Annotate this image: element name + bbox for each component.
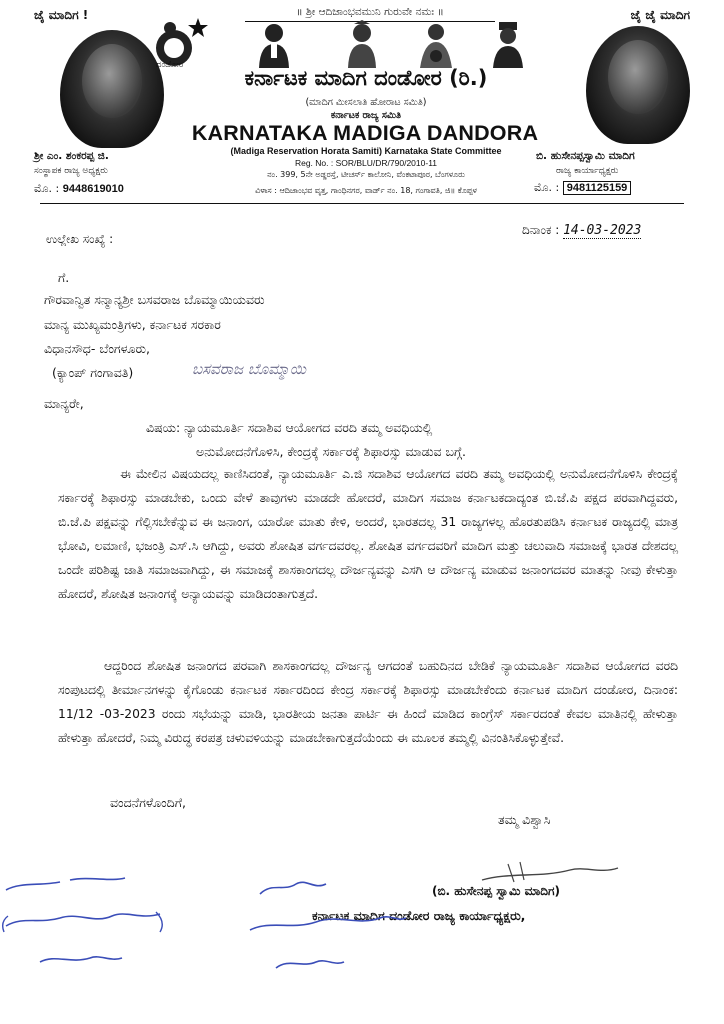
address-line-1: ನಂ. 399, 5ನೇ ಅಡ್ಡರಸ್ತೆ, ಟೀಚರ್ಸ್ ಕಾಲೋನಿ, ವೆಂಕಟಾಪೂರ, ಬೆಂಗಳೂರು (267, 170, 465, 179)
address-line-2: ವಿಳಾಸ : ಆದಿಜಾಂಭವ ವೃತ್ತ, ಗಾಂಧಿನಗರ, ವಾರ್ಡ್ ನಂ. 18, ಗಂಗಾವತಿ, ಜಿ॥ ಕೊಪ್ಪಳ (255, 186, 477, 195)
subject-line-1: ವಿಷಯ: ನ್ಯಾಯಮೂರ್ತಿ ಸದಾಶಿವ ಆಯೋಗದ ವರದಿ ತಮ್ಮ ಅವಧಿಯಲ್ಲಿ (146, 420, 433, 435)
org-name-en: KARNATAKA MADIGA DANDORA (191, 121, 539, 145)
org-sub-en: (Madiga Reservation Horata Samiti) Karnataka State Committee (230, 146, 502, 156)
founder-phone-row (34, 182, 124, 196)
founder-photo (60, 30, 164, 148)
org-name-kn: ಕರ್ನಾಟಕ ಮಾದಿಗ ದಂಡೋರ (ರಿ.) (244, 66, 488, 90)
body-paragraph-1: ಈ ಮೇಲಿನ ವಿಷಯದಲ್ಲ ಕಾಣಿಸಿದಂತೆ, ನ್ಯಾಯಮೂರ್ತಿ ಎ.ಜಿ ಸದಾಶಿವ ಆಯೋಗದ ವರದಿ ತಮ್ಮ ಅವಧಿಯಲ್ಲಿ ಅನುಮೋದನೆಗೊಳಿಸಿ ಕೇಂದ್ರಕ್ಕೆ ಸರ್ಕಾರಕ್ಕೆ ಶಿಫಾರಸ್ಸು ಮಾಡಬೇಕು, ಒಂದು ವೇಳೆ ತಾವುಗಳು ಮಾಡದೇ ಹೋದರೆ, ಮಾದಿಗ ಸಮಾಜ ಕರ್ನಾಟಕದಾದ್ಯಂತ ಬಿ.ಜೆ.ಪಿ ಪಕ್ಷದ ಪರವಾಗಿದ್ದವರು, ಬಿ.ಜೆ.ಪಿ ಪಕ್ಷವನ್ನು ಗೆಲ್ಲಿಸಬೇಕೆನ್ನುವ ಈ ಜನಾಂಗ, ಯಾರೋ ಮಾತು ಕೇಳಿ, ಅಂದರೆ, ಭಾರತದಲ್ಲ 31 ರಾಜ್ಯಗಳಲ್ಲ ಹೊರತುಪಡಿಸಿ ಕರ್ನಾಟಕ ರಾಜ್ಯದಲ್ಲಿ ಮಾತ್ರ ಭೋವಿ, ಲಮಾಣಿ, ಭಜಂತ್ರಿ ಎಸ್.ಸಿ ಆಗಿದ್ದು, ಅವರು ಶೋಷಿತ ವರ್ಗದವರಲ್ಲ. ಶೋಷಿತ ವರ್ಗದವರಿಗೆ ಮಾದಿಗ ಮತ್ತು ಚಲುವಾದಿ ಸಮಾಜಕ್ಕೆ ಭಾರತ ದೇಶದಲ್ಲ ಒಂದೇ ಪರಿಶಿಷ್ಟ ಜಾತಿ ಸಮಾಜವಾಗಿದ್ದು, ಈ ಸಮಾಜಕ್ಕೆ ಶಾಸಕಾಂಗದಲ್ಲ ದೌರ್ಜನ್ಯವನ್ನು ಎಸಗಿ ಆ ದೌರ್ಜನ್ಯ ಮಾಡುವ ಜನಾಂಗದವರ ಮಾತನ್ನು ನೀವು ಕೇಳುತ್ತಾ ಹೋದರೆ, ಶೋಷಿತ ಜನಾಂಗಕ್ಕೆ ಅನ್ಯಾಯವನ್ನು ಮಾಡಿದಂತಾಗುತ್ತದೆ. (58, 467, 678, 601)
portrait-icon (490, 20, 526, 68)
closing-yours: ತಮ್ಮ ವಿಶ್ವಾಸಿ (498, 812, 551, 827)
subject-line-2: ಅನುಮೋದನೆಗೊಳಿಸಿ, ಕೇಂದ್ರಕ್ಕೆ ಸರ್ಕಾರಕ್ಕೆ ಶಿಫಾರಸ್ಸು ಮಾಡುವ ಬಗ್ಗೆ. (196, 444, 466, 459)
recipient-to: ಗೆ. (58, 270, 70, 285)
president-photo (586, 26, 690, 144)
founder-phone: 9448619010 (62, 183, 124, 195)
founder-role: ಸಂಸ್ಥಾಪಕ ರಾಜ್ಯ ಅಧ್ಯಕ್ಷರು (34, 166, 108, 176)
org-state-kn: ಕರ್ನಾಟಕ ರಾಜ್ಯ ಸಮಿತಿ (330, 110, 402, 121)
recipient-line-1: ಗೌರವಾನ್ವಿತ ಸನ್ಮಾನ್ಯಶ್ರೀ ಬಸವರಾಜ ಬೊಮ್ಮಾಯಿಯವರು (44, 292, 265, 307)
closing-greeting: ವಂದನೆಗಳೊಂದಿಗೆ, (110, 795, 186, 810)
date-row (522, 223, 641, 238)
org-sub-kn: (ಮಾದಿಗ ಮೀಸಲಾತಿ ಹೋರಾಟ ಸಮಿತಿ) (305, 97, 427, 108)
recipient-line-4: (ಕ್ಯಾಂಪ್ ಗಂಗಾವತಿ) (52, 365, 134, 380)
president-phone-row (534, 181, 631, 195)
president-role: ರಾಜ್ಯ ಕಾರ್ಯಾಧ್ಯಕ್ಷರು (556, 166, 619, 176)
founder-name: ಶ್ರೀ ಎಂ. ಶಂಕರಪ್ಪ ಜಿ. (34, 150, 109, 162)
signature-scribble (480, 860, 620, 886)
date-label: ದಿನಾಂಕ : (522, 223, 560, 237)
handwritten-recipient-note: ಬಸವರಾಜ ಬೊಮ್ಮಾಯಿ (192, 360, 306, 378)
recipient-line-3: ವಿಧಾನಸೌಧ- ಬೆಂಗಳೂರು, (44, 341, 151, 356)
phone-label: ಮೊ. : (34, 182, 60, 195)
signer-name: (ಬಿ. ಹುಸೇನಪ್ಪ ಸ್ವಾಮಿ ಮಾದಿಗ) (432, 884, 560, 898)
invocation: ॥ ಶ್ರೀ ಆದಿಜಾಂಭವಮುನಿ ಗುರುವೇ ನಮಃ ॥ (245, 6, 495, 22)
slogan-left: ಜೈ ಮಾದಿಗ ! (34, 8, 89, 22)
reference-label: ಉಲ್ಲೇಖ ಸಂಖ್ಯೆ : (46, 232, 114, 246)
body-paragraph-2: ಆದ್ದರಿಂದ ಶೋಷಿತ ಜನಾಂಗದ ಪರವಾಗಿ ಶಾಸಕಾಂಗದಲ್ಲ ದೌರ್ಜನ್ಯ ಆಗದಂತೆ ಬಹುದಿನದ ಬೇಡಿಕೆ ನ್ಯಾಯಮೂರ್ತಿ ಸದಾಶಿವ ಆಯೋಗದ ವರದಿ ಸಂಪುಟದಲ್ಲಿ ತೀರ್ಮಾನಗಳನ್ನು ಕೈಗೊಂಡು ಕರ್ನಾಟಕ ಸರ್ಕಾರದಿಂದ ಕೇಂದ್ರ ಸರ್ಕಾರಕ್ಕೆ ಶಿಫಾರಸ್ಸು ಮಾಡಬೇಕೆಂದು ಕರ್ನಾಟಕ ಮಾದಿಗ ದಂಡೋರ, ದಿನಾಂಕ: 11/12 -03-2023 ರಂದು ಸಭೆಯನ್ನು ಮಾಡಿ, ಭಾರತೀಯ ಜನತಾ ಪಾರ್ಟಿ ಈ ಹಿಂದೆ ಮಾಡಿದ ಕಾಂಗ್ರೆಸ್ ಸರ್ಕಾರದಂತೆ ಕೇವಲ ಮಾತಿನಲ್ಲಿ ಹೇಳುತ್ತಾ ಹೇಳುತ್ತಾ ಹೋದರೆ, ನಿಮ್ಮ ವಿರುದ್ಧ ಕರಪತ್ರ ಚಳುವಳಿಯನ್ನು ಮಾಡಬೇಕಾಗುತ್ತದೆಯೆಂದು ಈ ಮೂಲಕ ತಮ್ಮಲ್ಲಿ ವಿನಂತಿಸಿಕೊಳ್ಳುತ್ತೇವೆ. (58, 659, 678, 745)
handwritten-acknowledgement-left (0, 872, 170, 992)
portrait-icon (256, 20, 292, 68)
reg-number: Reg. No. : SOR/BLU/DR/790/2010-11 (294, 158, 438, 168)
emblem-label: ದಂಡೋರ (156, 60, 184, 70)
salutation: ಮಾನ್ಯರೇ, (44, 396, 84, 411)
phone-label: ಮೊ. : (534, 181, 560, 194)
signer-role: ಕರ್ನಾಟಕ ಮಾದಿಗ ದಂಡೋರ ರಾಜ್ಯ ಕಾರ್ಯಾಧ್ಯಕ್ಷರು, (312, 908, 526, 923)
header-divider (40, 203, 684, 204)
date-value: 14-03-2023 (563, 223, 642, 238)
president-phone: 9481125159 (563, 181, 632, 195)
president-name: ಬಿ. ಹುಸೇನಪ್ಪಸ್ವಾಮಿ ಮಾದಿಗ (536, 150, 635, 162)
handwritten-acknowledgement-right (240, 872, 440, 992)
portrait-icon (344, 20, 380, 68)
portrait-icon (418, 20, 454, 68)
recipient-line-2: ಮಾನ್ಯ ಮುಖ್ಯಮಂತ್ರಿಗಳು, ಕರ್ನಾಟಕ ಸರಕಾರ (44, 317, 221, 332)
slogan-right: ಜೈ ಜೈ ಮಾದಿಗ (630, 8, 690, 22)
